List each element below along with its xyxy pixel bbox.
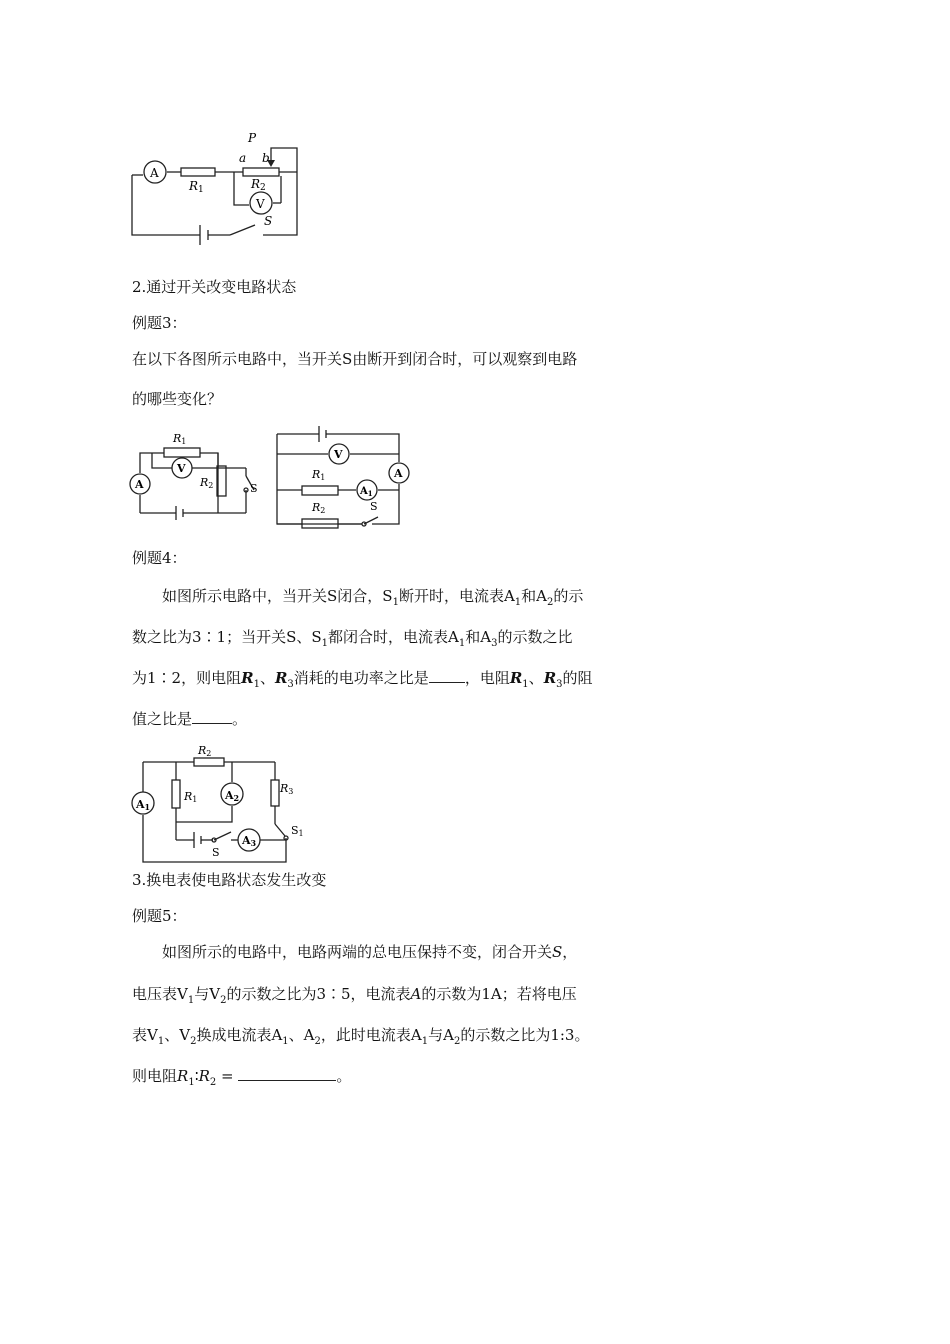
ex4-line3: 为1∶2，则电阻$R_1$、$R_3$消耗的电功率之比是 ，电阻$R_1$、$R_3$的阻	[132, 669, 593, 690]
label-r1: R1	[189, 179, 204, 195]
ex4-line4: 值之比是 。	[132, 710, 248, 728]
ex5-line2: 电压表$V_1$与$V_2$的示数之比为3∶5，电流表A的示数为1A；若将电压	[132, 985, 577, 1006]
label-a1: A1	[136, 798, 151, 812]
ex5-label: 例题5：	[132, 907, 187, 925]
circuit-figure-2	[128, 428, 273, 528]
label-s: S	[264, 214, 273, 228]
ex3-label: 例题3：	[132, 314, 187, 332]
label-r1: R1	[312, 468, 326, 482]
label-s: S	[212, 846, 220, 859]
label-r2: R2	[200, 476, 214, 490]
section3-heading: 3.换电表使电路状态发生改变	[132, 871, 327, 889]
label-a-symbol: A	[394, 467, 403, 480]
label-v-symbol: V	[256, 197, 265, 211]
ex5-line4: 则电阻$R_1∶R_2$ = 。	[132, 1067, 352, 1088]
circuit-figure-3	[272, 422, 412, 532]
ex4-line1: 如图所示电路中，当开关S闭合，$S_1$断开时，电流表$A_1$和$A_2$的示	[162, 587, 584, 608]
label-r3: R3	[280, 782, 294, 796]
label-r1: R1	[173, 432, 187, 446]
label-r2: R2	[198, 744, 212, 758]
ex5-line3: 表$V_1$、$V_2$换成电流表$A_1$、$A_2$，此时电流表$A_1$与$A_2$的示数之比为1:3。	[132, 1026, 590, 1047]
answer-blank-resistance-ratio[interactable]	[192, 709, 232, 724]
circuit-figure-1	[125, 130, 310, 245]
label-a: a	[239, 151, 247, 165]
answer-blank-r1-r2[interactable]	[238, 1066, 336, 1081]
section2-heading: 2.通过开关改变电路状态	[132, 278, 297, 296]
ex5-line1: 如图所示的电路中，电路两端的总电压保持不变，闭合开关S，	[162, 943, 578, 961]
label-s: S	[250, 482, 258, 495]
ex3-line2: 的哪些变化？	[132, 390, 223, 408]
ex3-line1: 在以下各图所示电路中，当开关S由断开到闭合时，可以观察到电路	[132, 350, 578, 368]
answer-blank-power-ratio[interactable]	[429, 668, 465, 683]
label-v-symbol: V	[177, 462, 186, 475]
ex4-label: 例题4：	[132, 549, 187, 567]
label-r2: R2	[251, 177, 266, 193]
label-a-symbol: A	[135, 478, 144, 491]
label-s1: S1	[291, 824, 304, 838]
label-r2: R2	[312, 501, 326, 515]
label-b: b	[262, 151, 270, 165]
ex4-line2: 数之比为3∶1；当开关S、$S_1$都闭合时，电流表$A_1$和$A_3$的示数之比	[132, 628, 573, 649]
label-r1: R1	[184, 790, 198, 804]
label-a1: $A_1$	[360, 486, 373, 498]
label-a3: A3	[242, 834, 257, 848]
label-a-symbol: A	[150, 166, 159, 180]
circuit-figure-4	[128, 740, 313, 865]
label-a2: A2	[225, 789, 240, 803]
label-s: S	[370, 500, 378, 513]
label-v-symbol: V	[334, 448, 343, 461]
label-p: P	[248, 131, 257, 145]
